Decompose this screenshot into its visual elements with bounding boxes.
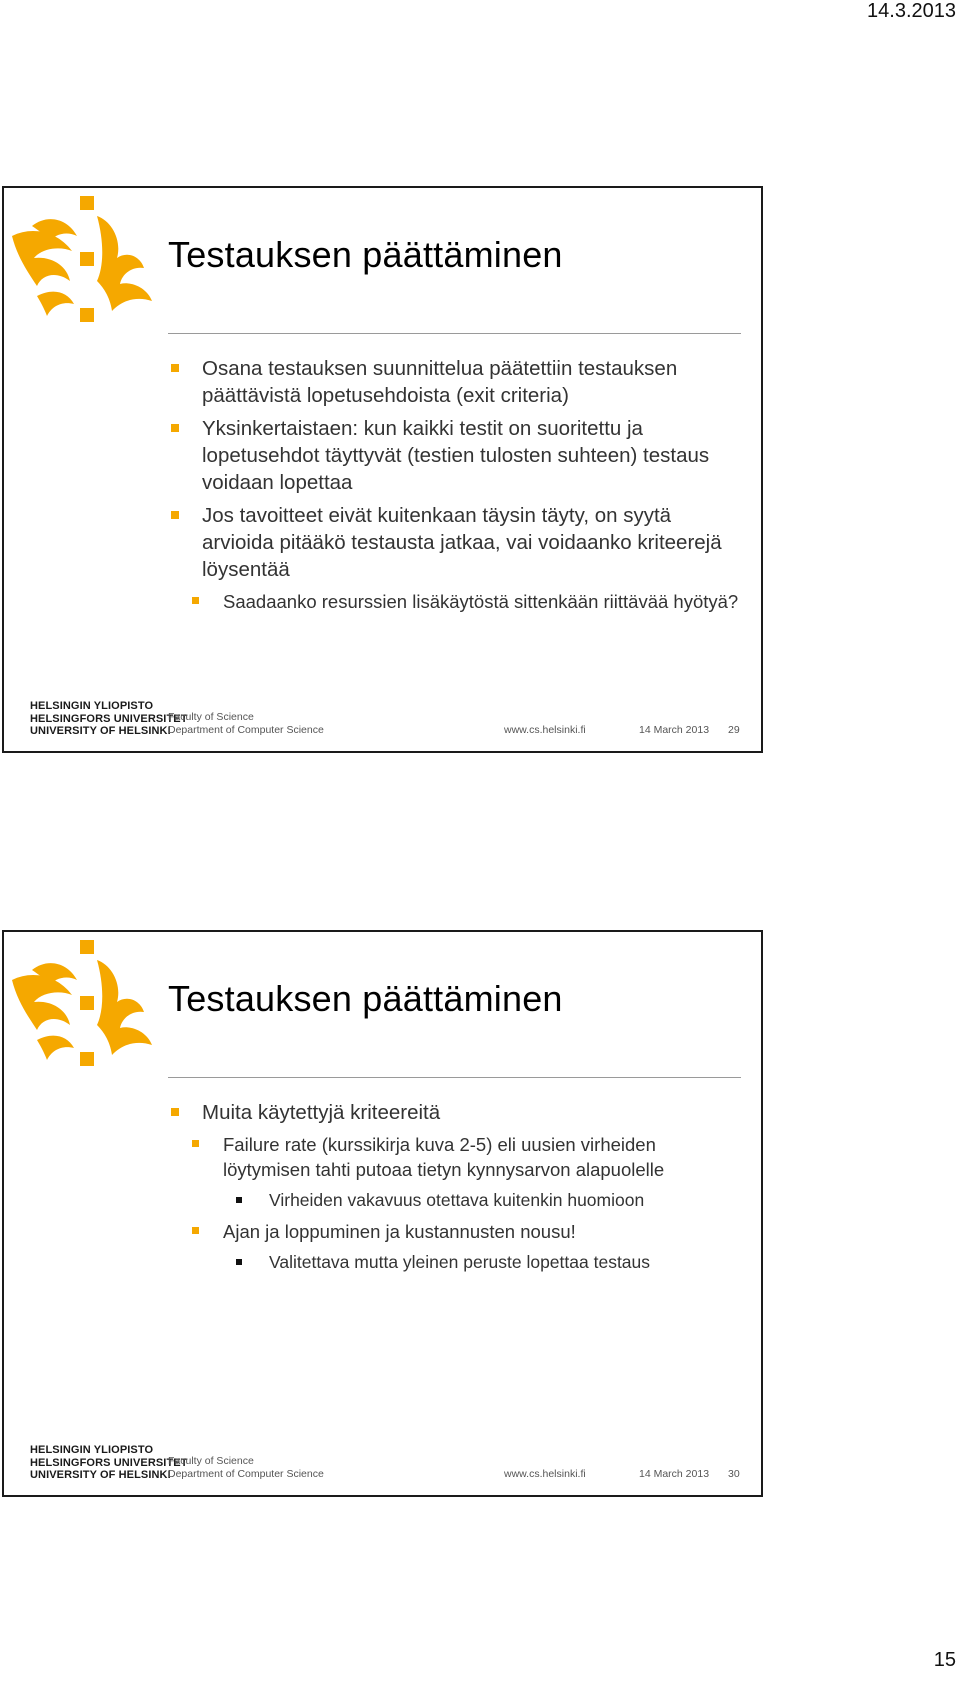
bullet-text: Virheiden vakavuus otettava kuitenkin huomioon (269, 1190, 645, 1210)
bullet-text: Osana testauksen suunnittelua päätettiin testauksen päättävistä lopetusehdoista (exit criteria) (202, 357, 678, 407)
bullet-text: Saadaanko resurssien lisäkäytöstä sittenkään riittävää hyötyä? (223, 591, 739, 612)
title-divider (168, 1077, 741, 1078)
bullet-item (168, 415, 748, 496)
bullet-marker-icon (192, 597, 199, 604)
bullet-marker-icon (171, 1108, 179, 1116)
sub-sub-bullet-item (235, 1250, 748, 1275)
footer-date: 14 March 2013 (639, 724, 710, 736)
bullet-marker-icon (192, 1227, 199, 1234)
bullet-marker-icon (171, 424, 179, 432)
sub-bullet-item (189, 589, 748, 614)
bullet-item (168, 502, 748, 583)
slide-number: 30 (728, 1468, 740, 1480)
footer-faculty: Faculty of Science Department of Computer Science (168, 1455, 324, 1480)
slide-body (168, 1099, 748, 1281)
bullet-text: Jos tavoitteet eivät kuitenkaan täysin täyty, on syytä arvioida pitääkö testausta jatkaa, vai voidaanko kriteerejä löysentää (202, 504, 722, 581)
bullet-text: Valitettava mutta yleinen peruste lopettaa testaus (269, 1252, 651, 1272)
footer-date: 14 March 2013 (639, 1468, 710, 1480)
slide-body (168, 355, 748, 620)
bullet-marker-icon (171, 511, 179, 519)
bullet-marker-icon (192, 1140, 199, 1147)
page-date: 14.3.2013 (867, 0, 956, 22)
slide-title: Testauksen päättäminen (168, 978, 563, 1019)
sub-bullet-item (189, 1219, 748, 1244)
slide-29 (2, 186, 763, 753)
bullet-item (168, 1099, 748, 1126)
bullet-text: Muita käytettyjä kriteereitä (202, 1101, 441, 1124)
footer-url: www.cs.helsinki.fi (504, 724, 586, 736)
sub-sub-bullet-item (235, 1188, 748, 1213)
footer-url: www.cs.helsinki.fi (504, 1468, 586, 1480)
bullet-text: Yksinkertaistaen: kun kaikki testit on suoritettu ja lopetusehdot täyttyvät (testien tulosten suhteen) testaus voidaan lopettaa (202, 417, 710, 494)
bullet-text: Ajan ja loppuminen ja kustannusten nousu! (223, 1221, 576, 1242)
slide-title: Testauksen päättäminen (168, 234, 563, 275)
footer-faculty: Faculty of Science Department of Computer Science (168, 711, 324, 736)
university-flame-logo-icon (12, 196, 162, 341)
university-flame-logo-icon (12, 940, 162, 1085)
university-wordmark: HELSINGIN YLIOPISTO HELSINGFORS UNIVERSITET UNIVERSITY OF HELSINKI (30, 1444, 188, 1481)
title-divider (168, 333, 741, 334)
bullet-marker-icon (236, 1259, 242, 1265)
university-wordmark: HELSINGIN YLIOPISTO HELSINGFORS UNIVERSITET UNIVERSITY OF HELSINKI (30, 700, 188, 737)
bullet-item (168, 355, 748, 409)
bullet-marker-icon (236, 1197, 242, 1203)
sub-bullet-item (189, 1132, 748, 1182)
bullet-marker-icon (171, 364, 179, 372)
bullet-text: Failure rate (kurssikirja kuva 2-5) eli uusien virheiden löytymisen tahti putoaa tietyn kynnysarvon alapuolelle (223, 1134, 665, 1180)
slide-number: 29 (728, 724, 740, 736)
page-number: 15 (933, 1649, 956, 1671)
slide-30 (2, 930, 763, 1497)
